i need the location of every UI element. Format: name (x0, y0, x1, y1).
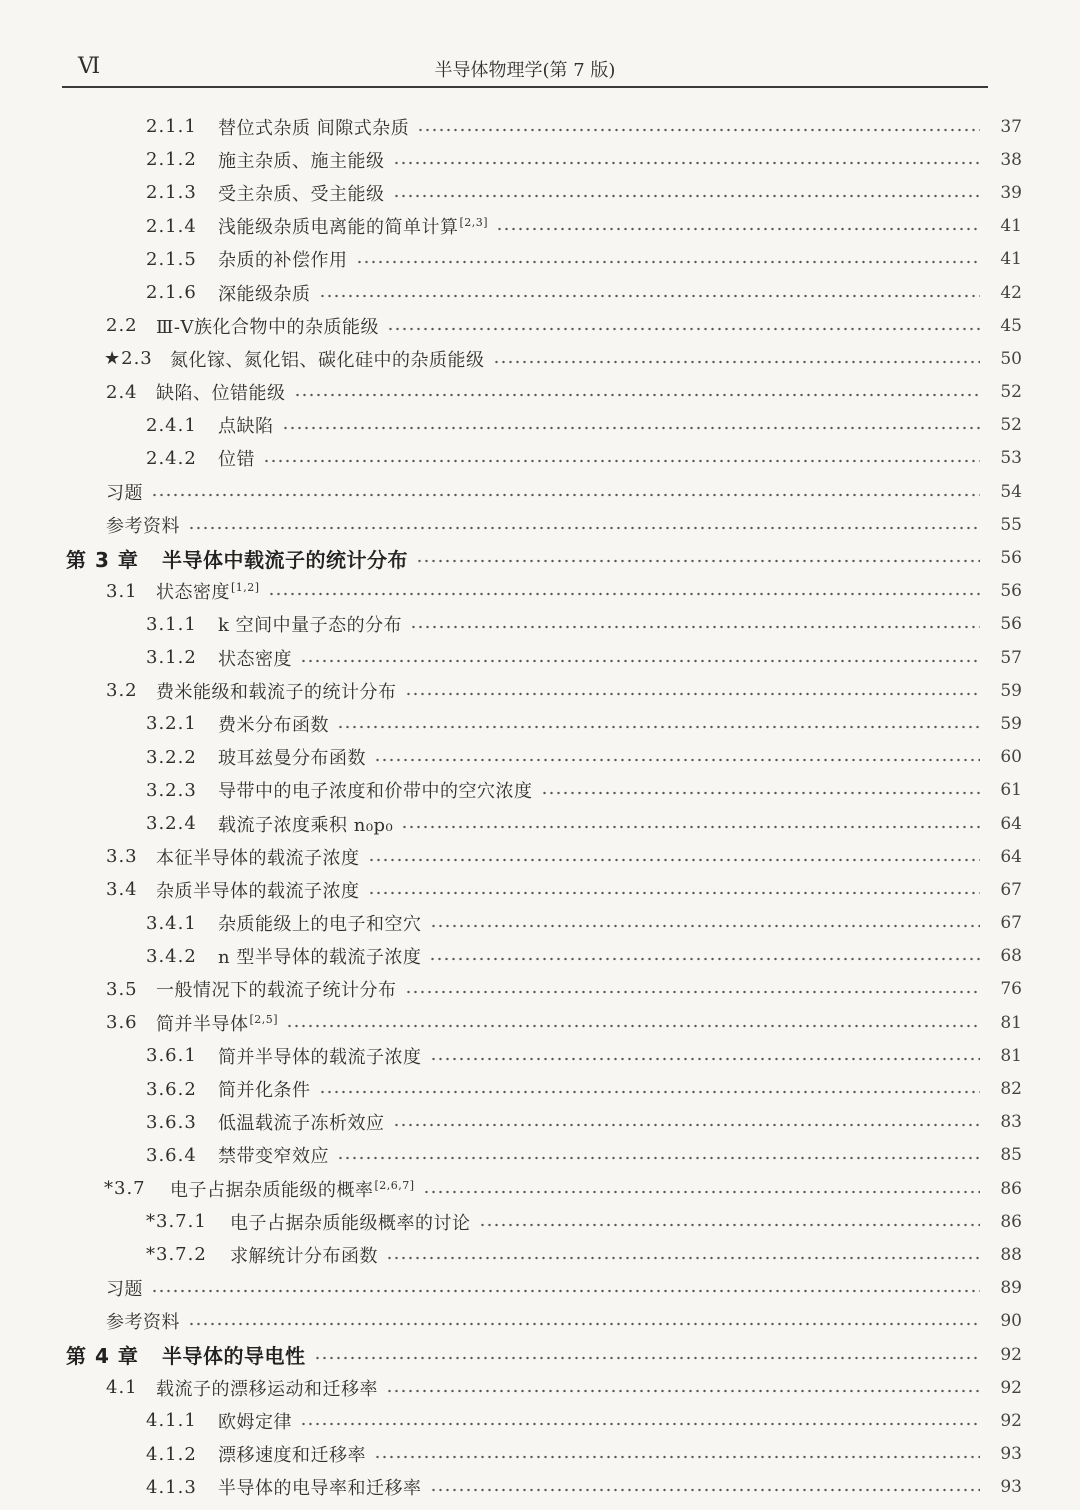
entry-page-number: 42 (1000, 282, 1022, 303)
entry-number: *3.7.2 (146, 1244, 207, 1266)
entry-reference: [2,6,7] (374, 1178, 415, 1192)
entry-page-number: 50 (1000, 348, 1022, 369)
dot-leader (314, 1356, 981, 1360)
entry-number: 2.1.2 (146, 149, 197, 171)
dot-leader (430, 1057, 981, 1061)
dot-leader (429, 957, 980, 961)
entry-title-text: 漂移速度和迁移率 (218, 1445, 366, 1467)
dot-leader (300, 659, 980, 663)
dot-leader (405, 692, 981, 696)
entry-title (170, 346, 485, 372)
entry-title-text: 简并化条件 (218, 1080, 311, 1102)
entry-number: 3.4.2 (146, 945, 197, 967)
entry-page-number: 76 (1000, 979, 1022, 1000)
entry-title (218, 611, 402, 637)
entry-number: 3.6.4 (146, 1144, 197, 1166)
entry-number: *3.7 (104, 1178, 146, 1200)
entry-title-text: 费米分布函数 (218, 714, 329, 736)
toc-entry[interactable] (0, 210, 1080, 243)
dot-leader (319, 294, 981, 298)
dot-leader (286, 1024, 980, 1028)
toc-entry[interactable] (0, 707, 1080, 740)
entry-page-number: 56 (1000, 614, 1022, 635)
entry-number: 3.5 (106, 978, 138, 1000)
entry-page-number: 59 (1000, 713, 1022, 734)
entry-page-number: 92 (1000, 1410, 1022, 1431)
entry-number: 3.3 (106, 846, 138, 868)
entry-title (156, 1010, 278, 1036)
entry-reference: [2,3] (459, 216, 489, 230)
dot-leader (405, 990, 981, 994)
toc-entry[interactable] (0, 1371, 1080, 1404)
toc-entry[interactable] (0, 973, 1080, 1006)
entry-number: 3.2.1 (146, 713, 197, 735)
dot-leader (416, 559, 980, 563)
entry-page-number: 68 (1000, 946, 1022, 967)
entry-title (156, 877, 360, 903)
entry-title-text: 低温载流子冻析效应 (218, 1113, 385, 1135)
entry-title (162, 544, 408, 573)
entry-title (170, 1176, 415, 1202)
toc-entry[interactable] (0, 1471, 1080, 1504)
entry-title (162, 1340, 306, 1369)
entry-reference: [1,2] (231, 581, 260, 595)
entry-page-number: 61 (1000, 780, 1022, 801)
entry-title (218, 645, 292, 671)
entry-page-number: 86 (1000, 1211, 1022, 1232)
entry-page-number: 53 (1000, 448, 1022, 469)
entry-number: 3.6.3 (146, 1111, 197, 1133)
entry-page-number: 86 (1000, 1178, 1022, 1199)
entry-reference: [2,5] (249, 1012, 279, 1026)
entry-title (156, 844, 360, 870)
dot-leader (417, 128, 980, 132)
dot-leader (430, 924, 981, 928)
dot-leader (393, 1123, 981, 1127)
dot-leader (300, 1422, 980, 1426)
entry-title (106, 1275, 143, 1301)
toc-entry[interactable] (0, 1039, 1080, 1072)
entry-page-number: 64 (1000, 846, 1022, 867)
entry-number: 4.1.1 (146, 1410, 197, 1432)
entry-title-text: 费米能级和载流子的统计分布 (156, 681, 397, 703)
entry-title-text: 电子占据杂质能级的概率 (170, 1179, 374, 1201)
toc-entry[interactable] (0, 1072, 1080, 1105)
toc-entry[interactable] (0, 1006, 1080, 1039)
entry-page-number: 93 (1000, 1444, 1022, 1465)
entry-page-number: 55 (1000, 514, 1022, 535)
entry-title-text: 载流子浓度乘积 n₀p₀ (218, 814, 394, 836)
dot-leader (410, 625, 980, 629)
entry-title-text: 位错 (218, 449, 255, 471)
entry-title-text: 杂质能级上的电子和空穴 (218, 914, 422, 936)
dot-leader (374, 1455, 980, 1459)
entry-page-number: 89 (1000, 1278, 1022, 1299)
dot-leader (496, 227, 980, 231)
dot-leader (430, 1488, 981, 1492)
entry-title-text: 状态密度 (218, 648, 292, 670)
entry-page-number: 81 (1000, 1012, 1022, 1033)
entry-number: 2.1.6 (146, 282, 197, 304)
entry-title (218, 412, 274, 438)
entry-page-number: 92 (1000, 1344, 1022, 1365)
entry-title-text: 深能级杂质 (218, 283, 311, 305)
entry-title (218, 1408, 292, 1434)
entry-title-text: n 型半导体的载流子浓度 (218, 947, 422, 969)
dot-leader (356, 260, 981, 264)
entry-title (218, 1109, 385, 1135)
entry-page-number: 38 (1000, 149, 1022, 170)
entry-page-number: 41 (1000, 216, 1022, 237)
entry-page-number: 52 (1000, 415, 1022, 436)
entry-title-text: 浅能级杂质电离能的简单计算 (218, 217, 459, 239)
toc-entry[interactable] (0, 575, 1080, 608)
dot-leader (263, 459, 980, 463)
entry-title (156, 578, 260, 604)
entry-title-text: 本征半导体的载流子浓度 (156, 847, 360, 869)
toc-entry[interactable] (0, 376, 1080, 409)
entry-title (218, 280, 311, 306)
entry-page-number: 59 (1000, 680, 1022, 701)
entry-page-number: 54 (1000, 481, 1022, 502)
entry-title-text: 缺陷、位错能级 (156, 383, 286, 405)
toc-entry[interactable] (0, 1106, 1080, 1139)
entry-page-number: 67 (1000, 879, 1022, 900)
toc-entry[interactable] (0, 774, 1080, 807)
entry-title-text: 氮化镓、氮化铝、碳化硅中的杂质能级 (170, 349, 485, 371)
entry-title-text: 半导体的电导率和迁移率 (218, 1478, 422, 1500)
entry-page-number: 41 (1000, 249, 1022, 270)
entry-title-text: 玻耳兹曼分布函数 (218, 748, 366, 770)
entry-title (218, 1142, 329, 1168)
toc-entry[interactable] (0, 907, 1080, 940)
toc-entry[interactable] (0, 608, 1080, 641)
toc-entry[interactable] (0, 641, 1080, 674)
dot-leader (337, 1156, 980, 1160)
entry-number: 3.2.3 (146, 779, 197, 801)
entry-number: 3.1.1 (146, 613, 197, 635)
entry-title-text: 欧姆定律 (218, 1411, 292, 1433)
toc-entry[interactable] (0, 1205, 1080, 1238)
dot-leader (493, 360, 981, 364)
entry-title-text: 载流子的漂移运动和迁移率 (156, 1378, 378, 1400)
entry-number: 3.6 (106, 1012, 138, 1034)
entry-title-text: 状态密度 (156, 582, 230, 604)
dot-leader (319, 1090, 981, 1094)
page-number: Ⅵ (78, 54, 102, 79)
dot-leader (151, 1289, 980, 1293)
entry-page-number: 45 (1000, 315, 1022, 336)
entry-page-number: 52 (1000, 382, 1022, 403)
entry-number: 4.1 (106, 1377, 138, 1399)
entry-number: 3.4 (106, 879, 138, 901)
entry-title-text: 半导体中载流子的统计分布 (162, 547, 408, 572)
dot-leader (387, 327, 980, 331)
entry-title (218, 246, 348, 272)
entry-number: 2.4.2 (146, 447, 197, 469)
dot-leader (393, 161, 981, 165)
toc-entry[interactable] (0, 342, 1080, 375)
page-header (62, 50, 988, 88)
entry-title (218, 910, 422, 936)
entry-page-number: 39 (1000, 182, 1022, 203)
entry-number: ★2.3 (104, 348, 153, 370)
entry-title-text: 禁带变窄效应 (218, 1146, 329, 1168)
toc-entry[interactable] (0, 309, 1080, 342)
entry-page-number: 81 (1000, 1045, 1022, 1066)
entry-title (218, 811, 393, 837)
entry-page-number: 67 (1000, 913, 1022, 934)
entry-page-number: 85 (1000, 1145, 1022, 1166)
dot-leader (541, 791, 981, 795)
dot-leader (151, 493, 980, 497)
toc-entry[interactable] (0, 1139, 1080, 1172)
dot-leader (479, 1223, 981, 1227)
toc-entry[interactable] (0, 442, 1080, 475)
dot-leader (282, 426, 981, 430)
entry-number: 2.2 (106, 315, 138, 337)
entry-page-number: 37 (1000, 116, 1022, 137)
toc-entry[interactable] (0, 1404, 1080, 1437)
entry-title-text: Ⅲ-Ⅴ族化合物中的杂质能级 (156, 316, 379, 338)
entry-title (218, 1441, 366, 1467)
dot-leader (386, 1256, 980, 1260)
toc-entry[interactable] (0, 176, 1080, 209)
entry-number: 4.1.2 (146, 1443, 197, 1465)
toc-entry[interactable] (0, 143, 1080, 176)
dot-leader (368, 891, 981, 895)
toc-entry[interactable] (0, 1438, 1080, 1471)
entry-title-text: 习题 (106, 1279, 143, 1301)
toc-entry[interactable] (0, 475, 1080, 508)
entry-page-number: 56 (1000, 548, 1022, 569)
toc-entry[interactable] (0, 1238, 1080, 1271)
dot-leader (294, 393, 981, 397)
toc-entry[interactable] (0, 110, 1080, 143)
entry-title (218, 180, 385, 206)
entry-number: 第 4 章 (66, 1344, 139, 1369)
entry-title-text: 替位式杂质 间隙式杂质 (218, 117, 410, 139)
dot-leader (368, 858, 981, 862)
entry-page-number: 92 (1000, 1377, 1022, 1398)
entry-title (156, 976, 397, 1002)
toc-entry[interactable] (0, 674, 1080, 707)
entry-title (156, 313, 379, 339)
entry-title (218, 777, 533, 803)
entry-title-text: 施主杂质、施主能级 (218, 150, 385, 172)
entry-number: 2.4 (106, 381, 138, 403)
entry-title-text: 简并半导体 (156, 1013, 249, 1035)
dot-leader (386, 1389, 980, 1393)
entry-title-text: 习题 (106, 482, 143, 504)
entry-title (230, 1209, 471, 1235)
dot-leader (188, 1322, 980, 1326)
entry-number: 3.6.2 (146, 1078, 197, 1100)
entry-title-text: k 空间中量子态的分布 (218, 615, 403, 637)
toc-entry[interactable] (0, 807, 1080, 840)
entry-number: 3.6.1 (146, 1045, 197, 1067)
entry-title-text: 半导体的导电性 (162, 1344, 306, 1369)
dot-leader (188, 526, 980, 530)
entry-number: 2.1.5 (146, 248, 197, 270)
entry-title (106, 512, 180, 538)
entry-number: 2.1.1 (146, 116, 197, 138)
entry-number: 3.1.2 (146, 647, 197, 669)
entry-number: 3.1 (106, 580, 138, 602)
entry-title-text: 参考资料 (106, 515, 180, 537)
toc-entry[interactable] (0, 1272, 1080, 1305)
entry-title-text: 一般情况下的载流子统计分布 (156, 980, 397, 1002)
entry-title-text: 杂质的补偿作用 (218, 250, 348, 272)
dot-leader (337, 725, 980, 729)
entry-title-text: 电子占据杂质能级概率的讨论 (230, 1212, 471, 1234)
dot-leader (401, 825, 980, 829)
entry-title (156, 379, 286, 405)
toc-entry[interactable] (0, 873, 1080, 906)
toc-entry[interactable] (0, 243, 1080, 276)
entry-title (218, 147, 385, 173)
entry-title (106, 1308, 180, 1334)
entry-title (218, 744, 366, 770)
entry-title (218, 711, 329, 737)
toc-chapter-entry[interactable] (0, 541, 1080, 574)
entry-title (218, 1043, 422, 1069)
entry-number: 2.4.1 (146, 414, 197, 436)
entry-title (218, 114, 409, 140)
toc-chapter-entry[interactable] (0, 1338, 1080, 1371)
entry-number: 3.4.1 (146, 912, 197, 934)
entry-number: 第 3 章 (66, 547, 139, 572)
entry-page-number: 57 (1000, 647, 1022, 668)
entry-page-number: 64 (1000, 813, 1022, 834)
entry-page-number: 82 (1000, 1079, 1022, 1100)
book-title: 半导体物理学(第 7 版) (434, 60, 616, 81)
entry-page-number: 60 (1000, 747, 1022, 768)
toc-entry[interactable] (0, 840, 1080, 873)
dot-leader (268, 592, 980, 596)
entry-title (230, 1242, 378, 1268)
entry-number: 2.1.4 (146, 215, 197, 237)
entry-number: 4.1.3 (146, 1476, 197, 1498)
entry-page-number: 88 (1000, 1244, 1022, 1265)
entry-number: 3.2.4 (146, 813, 197, 835)
toc-entry[interactable] (0, 409, 1080, 442)
entry-page-number: 56 (1000, 581, 1022, 602)
entry-title (156, 1375, 378, 1401)
entry-title (156, 678, 397, 704)
entry-number: *3.7.1 (146, 1211, 207, 1233)
entry-title (218, 943, 421, 969)
entry-title (106, 479, 143, 505)
toc-entry[interactable] (0, 1305, 1080, 1338)
entry-title-text: 受主杂质、受主能级 (218, 183, 385, 205)
entry-title-text: 杂质半导体的载流子浓度 (156, 880, 360, 902)
entry-number: 3.2 (106, 680, 138, 702)
entry-title (218, 213, 488, 239)
entry-title (218, 1076, 311, 1102)
toc-entry[interactable] (0, 276, 1080, 309)
entry-number: 3.2.2 (146, 746, 197, 768)
dot-leader (423, 1190, 980, 1194)
toc-entry[interactable] (0, 1172, 1080, 1205)
entry-title-text: 求解统计分布函数 (230, 1245, 378, 1267)
toc-entry[interactable] (0, 508, 1080, 541)
toc-entry[interactable] (0, 741, 1080, 774)
entry-number: 2.1.3 (146, 182, 197, 204)
table-of-contents (0, 110, 1080, 1504)
entry-page-number: 83 (1000, 1112, 1022, 1133)
entry-title-text: 导带中的电子浓度和价带中的空穴浓度 (218, 781, 533, 803)
toc-entry[interactable] (0, 940, 1080, 973)
entry-title-text: 点缺陷 (218, 416, 274, 438)
entry-page-number: 90 (1000, 1311, 1022, 1332)
entry-title (218, 445, 255, 471)
entry-page-number: 93 (1000, 1477, 1022, 1498)
entry-title-text: 简并半导体的载流子浓度 (218, 1046, 422, 1068)
dot-leader (374, 758, 980, 762)
dot-leader (393, 194, 981, 198)
entry-title (218, 1474, 422, 1500)
entry-title-text: 参考资料 (106, 1312, 180, 1334)
